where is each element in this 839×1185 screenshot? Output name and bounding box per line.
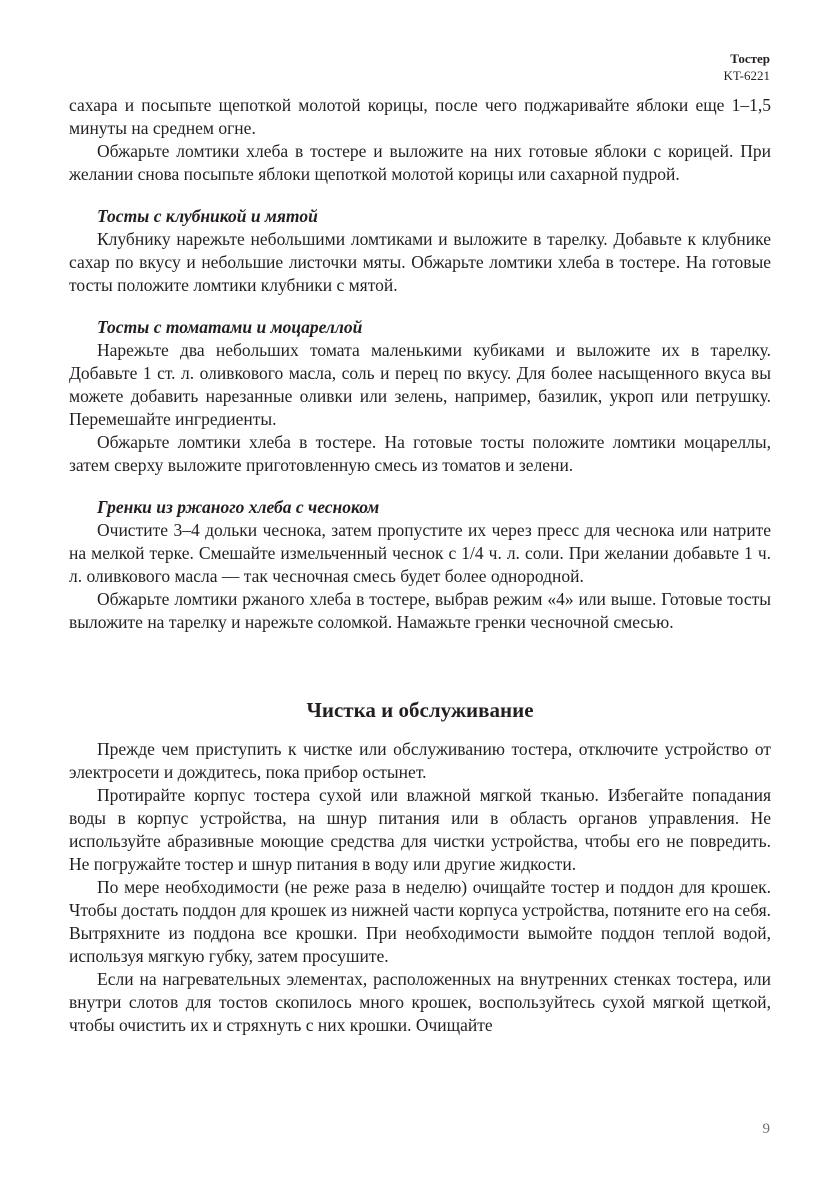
- section-paragraph: Протирайте корпус тостера сухой или влажной мягкой тканью. Избегайте попадания воды в корпус устройства, на шнур питания или в область органов управления. Не используйте абразивные моющие средства для чистки устройства, чтобы его не повредить. Не погружайте тостер и шнур питания в воду или другие жидкости.: [69, 785, 771, 874]
- recipe-title-rye-croutons: Гренки из ржаного хлеба с чесноком: [97, 497, 380, 517]
- page-number: 9: [762, 1121, 770, 1137]
- page-content: [69, 94, 771, 1037]
- recipe-paragraph: Обжарьте ломтики хлеба в тостере. На готовые тосты положите ломтики моцареллы, затем сверху выложите приготовленную смесь из томатов и зелени.: [69, 432, 771, 475]
- intro-paragraph: Обжарьте ломтики хлеба в тостере и выложите на них готовые яблоки с корицей. При желании снова посыпьте яблоки щепоткой молотой корицы или сахарной пудрой.: [69, 141, 771, 184]
- recipe-paragraph: Нарежьте два небольших томата маленькими кубиками и выложите их в тарелку. Добавьте 1 ст. л. оливкового масла, соль и перец по вкусу. Для более насыщенного вкуса вы можете добавить нарезанные оливки или зелень, например, базилик, укроп или петрушку. Перемешайте ингредиенты.: [69, 340, 771, 429]
- recipe-paragraph: Обжарьте ломтики ржаного хлеба в тостере, выбрав режим «4» или выше. Готовые тосты выложите на тарелку и нарежьте соломкой. Намажьте гренки чесночной смесью.: [69, 589, 771, 632]
- header-model-number: KT-6221: [723, 68, 770, 83]
- section-paragraph: Если на нагревательных элементах, расположенных на внутренних стенках тостера, или внутри слотов для тостов скопилось много крошек, воспользуйтесь сухой мягкой щеткой, чтобы очистить их и стряхнуть с них крошки. Очищайте: [69, 969, 771, 1035]
- recipe-title-strawberry: Тосты с клубникой и мятой: [97, 206, 318, 226]
- header-product-title: Тостер: [730, 51, 770, 66]
- recipe-title-tomato: Тосты с томатами и моцареллой: [97, 317, 363, 337]
- section-paragraph: По мере необходимости (не реже раза в неделю) очищайте тостер и поддон для крошек. Чтобы достать поддон для крошек из нижней части корпуса устройства, потяните его на себя. Вытряхните из поддона все крошки. При необходимости вымойте поддон теплой водой, используя мягкую губку, затем просушите.: [69, 877, 771, 966]
- section-paragraph: Прежде чем приступить к чистке или обслуживанию тостера, отключите устройство от электросети и дождитесь, пока прибор остынет.: [69, 739, 771, 782]
- page-header: [724, 50, 770, 84]
- recipe-paragraph: Очистите 3–4 дольки чеснока, затем пропустите их через пресс для чеснока или натрите на мелкой терке. Смешайте измельченный чеснок с 1/4 ч. л. соли. При желании добавьте 1 ч. л. оливкового масла — так чесночная смесь будет более однородной.: [69, 520, 771, 586]
- section-heading-cleaning: Чистка и обслуживание: [306, 698, 534, 722]
- intro-paragraph-continued: сахара и посыпьте щепоткой молотой корицы, после чего поджаривайте яблоки еще 1–1,5 минуты на среднем огне.: [69, 95, 771, 138]
- recipe-paragraph: Клубнику нарежьте небольшими ломтиками и выложите в тарелку. Добавьте к клубнике сахар по вкусу и небольшие листочки мяты. Обжарьте ломтики хлеба в тостере. На готовые тосты положите ломтики клубники с мятой.: [69, 229, 771, 295]
